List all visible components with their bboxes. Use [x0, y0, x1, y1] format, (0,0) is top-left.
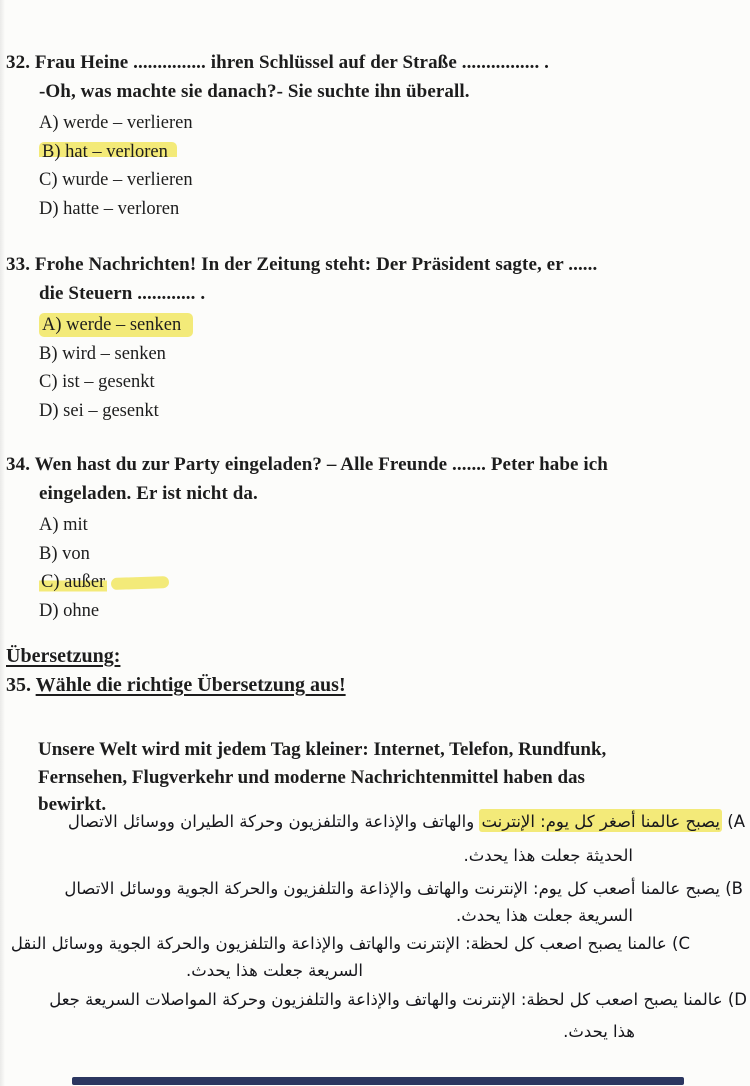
- option-label: C): [39, 170, 58, 191]
- option-text: ist – gesenkt: [62, 372, 155, 393]
- question-32: [6, 48, 748, 223]
- option-32-c: [39, 166, 748, 195]
- question-32-stem-line1: [6, 48, 748, 77]
- question-number: 35.: [6, 674, 31, 696]
- option-34-a: [39, 511, 748, 540]
- option-text: hatte – verloren: [63, 198, 180, 219]
- arabic-text: عالمنا يصبح اصعب كل لحظة: الإنترنت والهاتف والإذاعة والتلفزيون والحركة الجوية ووسائل النقل: [10, 934, 667, 953]
- question-32-options: [39, 109, 748, 223]
- option-text: ohne: [63, 600, 100, 621]
- option-text: werde – verlieren: [63, 113, 193, 133]
- option-33-a: [39, 311, 748, 340]
- option-label: C): [41, 572, 60, 593]
- option-text: sei – gesenkt: [63, 400, 159, 421]
- option-text: hat – verloren: [65, 141, 168, 162]
- paragraph-line: Fernsehen, Flugverkehr und moderne Nachrichtenmittel haben das: [38, 766, 585, 788]
- question-33-options: [39, 311, 748, 425]
- question-32-stem-line2: -Oh, was machte sie danach?- Sie suchte ihn überall.: [39, 81, 470, 102]
- paragraph-line: Unsere Welt wird mit jedem Tag kleiner: Internet, Telefon, Rundfunk,: [38, 739, 607, 760]
- arabic-option-a-line1: [68, 809, 745, 834]
- german-source-paragraph: [38, 736, 728, 819]
- option-33-d: [39, 397, 748, 426]
- option-label: D): [39, 600, 59, 621]
- option-34-b: [39, 540, 748, 569]
- question-34-stem-line1: [6, 450, 748, 479]
- photo-bottom-bar-artifact: [72, 1077, 684, 1085]
- question-number: 32.: [6, 52, 31, 73]
- arabic-option-b-line2: السريعة جعلت هذا يحدث.: [455, 906, 633, 925]
- question-34-options: [39, 511, 748, 625]
- option-label: A): [39, 113, 59, 133]
- option-text: von: [62, 543, 90, 564]
- question-33-stem-line2: die Steuern ............ .: [39, 283, 206, 304]
- stem-text: Wen hast du zur Party eingeladen? – Alle Freunde ....... Peter habe ich: [34, 454, 608, 475]
- arabic-option-a-line2: الحديثة جعلت هذا يحدث.: [463, 846, 633, 865]
- title-text: Wähle die richtige Übersetzung aus!: [35, 674, 346, 696]
- option-32-b: [39, 138, 748, 167]
- question-35-title: [6, 674, 346, 697]
- arabic-option-b-line1: [64, 876, 743, 901]
- arabic-option-d-line1: [49, 987, 747, 1012]
- translation-section-heading: Übersetzung:: [6, 645, 121, 667]
- option-text: werde – senken: [66, 315, 182, 335]
- option-label: B): [42, 141, 61, 162]
- option-label: D): [39, 198, 59, 219]
- option-34-c: [39, 568, 748, 597]
- option-label: C): [672, 934, 690, 953]
- option-text: wird – senken: [62, 343, 166, 364]
- option-32-a: [39, 109, 748, 138]
- option-33-b: [39, 340, 748, 369]
- question-34: [6, 450, 748, 625]
- highlighter-swipe-tail: [111, 576, 169, 590]
- answer-highlight: [39, 313, 193, 337]
- arabic-option-c-line2: السريعة جعلت هذا يحدث.: [185, 961, 363, 980]
- option-label: A): [42, 315, 62, 335]
- question-33-stem-line1: [6, 250, 748, 279]
- photo-edge-shadow: [0, 0, 5, 1086]
- option-32-d: [39, 195, 748, 224]
- option-text: mit: [63, 515, 88, 535]
- option-33-c: [39, 368, 748, 397]
- option-label: B): [39, 343, 58, 364]
- answer-highlight: يصبح عالمنا أصغر كل يوم: الإنترنت: [479, 809, 722, 832]
- answer-highlight: [39, 142, 177, 162]
- stem-text: Frohe Nachrichten! In der Zeitung steht: Der Präsident sagte, er ......: [34, 254, 598, 275]
- option-label: C): [39, 372, 58, 393]
- answer-highlight: [39, 572, 107, 592]
- arabic-text: والهاتف والإذاعة والتلفزيون وحركة الطيران ووسائل الاتصال: [67, 812, 480, 831]
- option-label: A): [727, 812, 745, 831]
- option-34-d: [39, 597, 748, 626]
- question-number: 33.: [6, 254, 31, 275]
- arabic-option-d-line2: هذا يحدث.: [563, 1022, 635, 1041]
- arabic-text: عالمنا يصبح اصعب كل لحظة: الإنترنت والهاتف والإذاعة والتلفزيون وحركة المواصلات السريعة جعل: [49, 990, 723, 1009]
- option-label: A): [39, 515, 59, 535]
- question-34-stem-line2: eingeladen. Er ist nicht da.: [39, 483, 258, 504]
- question-number: 34.: [6, 454, 31, 475]
- question-33: [6, 250, 748, 425]
- option-label: B): [725, 879, 743, 898]
- stem-text: Frau Heine ............... ihren Schlüssel auf der Straße ................ .: [34, 52, 550, 73]
- arabic-option-c-line1: [11, 931, 690, 956]
- option-label: B): [39, 543, 58, 564]
- paragraph-line: bewirkt.: [38, 794, 107, 815]
- option-text: außer: [64, 572, 106, 593]
- option-text: wurde – verlieren: [62, 170, 193, 191]
- option-label: D): [39, 400, 59, 421]
- option-label: D): [727, 990, 747, 1009]
- arabic-text: يصبح عالمنا أصعب كل يوم: الإنترنت والهاتف والإذاعة والتلفزيون والحركة الجوية ووسائل الاتصال: [64, 879, 720, 898]
